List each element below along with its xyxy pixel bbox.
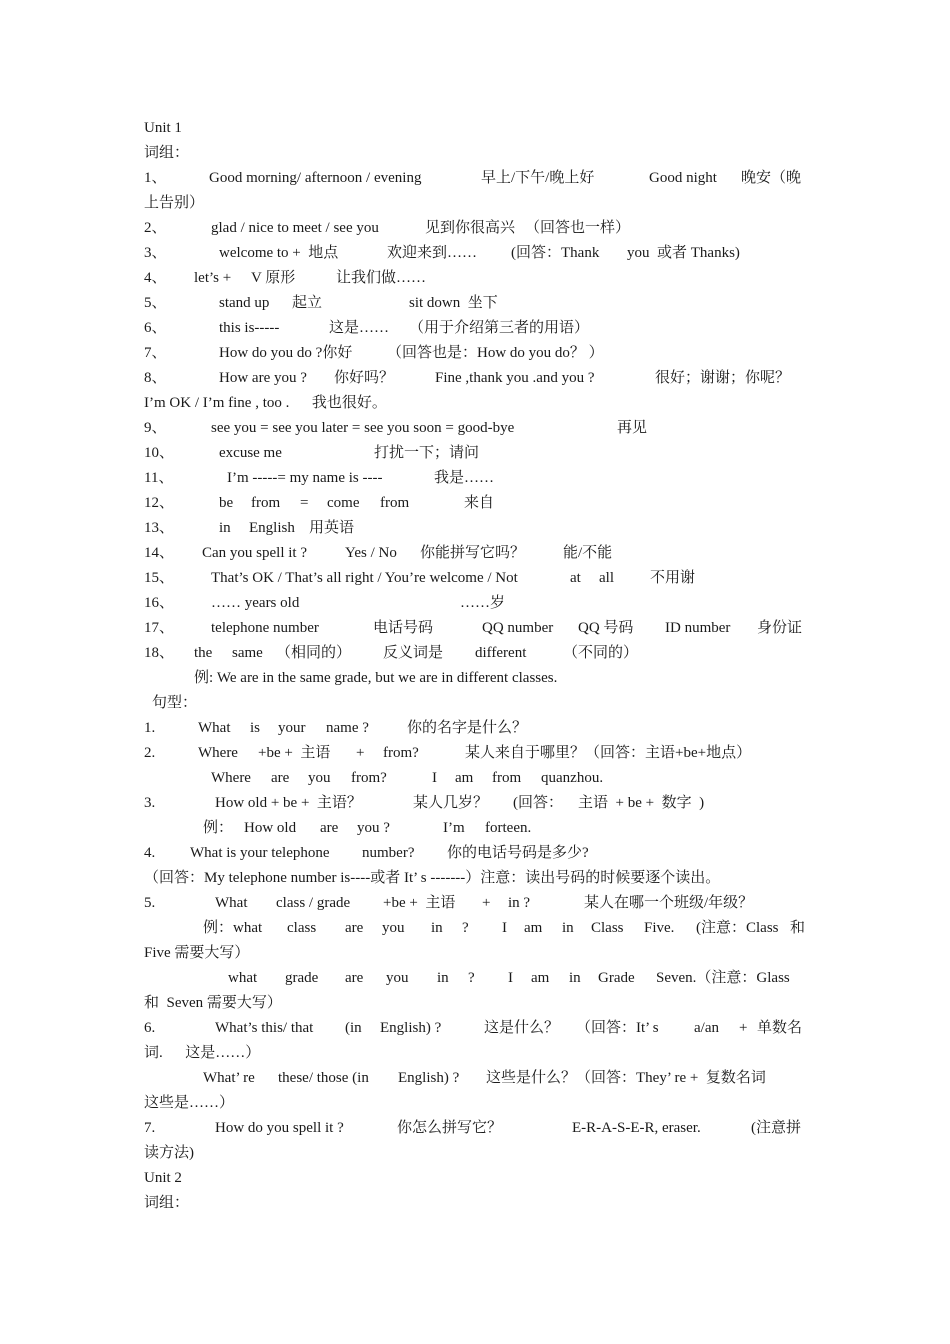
text-segment: English) ? xyxy=(380,1020,442,1036)
text-segment: 例：what xyxy=(203,920,263,936)
text-segment: How do you spell it ? xyxy=(215,1120,344,1136)
text-segment: are xyxy=(345,920,364,936)
text-segment: That’s OK / That’s all right / You’re welcome / Not xyxy=(211,570,518,586)
text-segment: 反义词是 xyxy=(383,645,444,661)
text-segment: Five. xyxy=(644,920,675,936)
text-segment: I’m xyxy=(443,820,465,836)
text-segment: (回答：Thank xyxy=(511,245,600,261)
unit1-title xyxy=(144,116,808,141)
text-segment: 和 xyxy=(790,920,806,936)
text-segment: QQ number xyxy=(482,620,554,636)
text-segment: different xyxy=(475,645,527,661)
text-segment: (in xyxy=(345,1020,362,1036)
text-segment: come xyxy=(327,495,360,511)
text-segment: am xyxy=(455,770,474,786)
phrase-item-17 xyxy=(144,616,808,641)
text-segment: from? xyxy=(383,745,419,761)
text-segment: Good morning/ afternoon / evening xyxy=(209,170,422,186)
text-segment: I’m OK / I’m fine , too . 我也很好。 xyxy=(144,395,387,411)
text-segment: ? xyxy=(468,970,475,986)
text-segment: （回答：My telephone number is----或者 It’ s -------）注意：读出号码的时候要逐个读出。 xyxy=(144,870,721,886)
text-segment: Five 需要大写） xyxy=(144,945,250,961)
text-segment: name ? xyxy=(326,720,369,736)
text-segment: 你好吗？ xyxy=(334,370,395,386)
sentence-item-3 xyxy=(144,791,808,816)
text-segment: you xyxy=(386,970,409,986)
text-segment: 这些是什么？（回答：They’ re + 复数名词 xyxy=(486,1070,766,1086)
text-segment: = xyxy=(300,495,309,511)
phrase-item-5 xyxy=(144,291,808,316)
text-segment: 和 Seven 需要大写） xyxy=(144,995,282,1011)
text-segment: 不用谢 xyxy=(650,570,696,586)
text-segment: in xyxy=(219,520,231,536)
text-segment: ID number xyxy=(665,620,731,636)
text-segment: is xyxy=(250,720,261,736)
text-segment: are xyxy=(345,970,364,986)
text-segment: 6. xyxy=(144,1020,156,1036)
text-segment: in xyxy=(562,920,574,936)
sentence-item-4-answer xyxy=(144,866,808,891)
text-segment: 起立 xyxy=(292,295,323,311)
text-segment: 晚安（晚 xyxy=(741,170,802,186)
text-segment: 早上/下午/晚上好 xyxy=(481,170,595,186)
text-segment: 读方法) xyxy=(144,1145,194,1161)
text-segment: 某人在哪一个班级/年级？ xyxy=(584,895,754,911)
text-segment: are xyxy=(320,820,339,836)
phrase-item-6 xyxy=(144,316,808,341)
text-segment: 这是…… xyxy=(329,320,390,336)
text-segment: 3、 xyxy=(144,245,167,261)
text-segment: Yes / No xyxy=(345,545,397,561)
text-segment: （用于介绍第三者的用语） xyxy=(409,320,590,336)
text-segment: 2、 xyxy=(144,220,167,236)
text-segment: 13、 xyxy=(144,520,175,536)
text-segment: Where xyxy=(198,745,238,761)
text-segment: forteen. xyxy=(485,820,532,836)
text-segment: English) ? xyxy=(398,1070,460,1086)
phrase-item-10 xyxy=(144,441,808,466)
text-segment: am xyxy=(524,920,543,936)
text-segment: Grade xyxy=(598,970,635,986)
sentence-item-5-example-2-cont xyxy=(144,991,808,1016)
text-segment: + xyxy=(482,895,491,911)
text-segment: Unit 1 xyxy=(144,120,182,136)
text-segment: grade xyxy=(285,970,319,986)
text-segment: you 或者 Thanks) xyxy=(627,245,740,261)
text-segment: class / grade xyxy=(276,895,351,911)
sentence-item-5-example-2 xyxy=(144,966,808,991)
sentence-item-5 xyxy=(144,891,808,916)
phrase-item-14 xyxy=(144,541,808,566)
text-segment: in ? xyxy=(508,895,531,911)
text-segment: （回答：It’ s xyxy=(576,1020,659,1036)
text-segment: How old + be + 主语？ xyxy=(215,795,362,811)
text-segment: this is----- xyxy=(219,320,280,336)
text-segment: Unit 2 xyxy=(144,1170,182,1186)
text-segment: 7. xyxy=(144,1120,156,1136)
sentence-item-4 xyxy=(144,841,808,866)
text-segment: 1. xyxy=(144,720,156,736)
text-segment: 单数名 xyxy=(757,1020,803,1036)
phrase-item-15 xyxy=(144,566,808,591)
text-segment: 词组： xyxy=(144,1195,190,1211)
text-segment: in xyxy=(437,970,449,986)
text-segment: （不同的） xyxy=(563,645,639,661)
text-segment: Good night xyxy=(649,170,717,186)
text-segment: 欢迎来到…… xyxy=(387,245,478,261)
text-segment: 句型： xyxy=(152,695,198,711)
text-segment: excuse me xyxy=(219,445,282,461)
text-segment: 我是…… xyxy=(434,470,495,486)
text-segment: (注意拼 xyxy=(751,1120,801,1136)
text-segment: you xyxy=(308,770,331,786)
text-segment: + xyxy=(739,1020,748,1036)
text-segment: the xyxy=(194,645,213,661)
text-segment: 某人来自于哪里？（回答：主语+be+地点） xyxy=(465,745,752,761)
text-segment: 能/不能 xyxy=(563,545,613,561)
text-segment: in xyxy=(569,970,581,986)
text-segment: +be + 主语 xyxy=(383,895,456,911)
sentence-item-1 xyxy=(144,716,808,741)
text-segment: telephone number xyxy=(211,620,319,636)
text-segment: 7、 xyxy=(144,345,167,361)
text-segment: 10、 xyxy=(144,445,175,461)
text-segment: 9、 xyxy=(144,420,167,436)
text-segment: 你的电话号码是多少? xyxy=(447,845,589,861)
text-segment: What is your telephone xyxy=(190,845,330,861)
text-segment: in xyxy=(431,920,443,936)
text-segment: same xyxy=(232,645,263,661)
text-segment: Where xyxy=(211,770,251,786)
text-segment: 15、 xyxy=(144,570,175,586)
text-segment: ? xyxy=(462,920,469,936)
text-segment: …… years old xyxy=(211,595,300,611)
text-segment: What’s this/ that xyxy=(215,1020,314,1036)
phrase-item-4 xyxy=(144,266,808,291)
sentence-item-6 xyxy=(144,1016,808,1041)
text-segment: + xyxy=(356,745,365,761)
text-segment: are xyxy=(271,770,290,786)
text-segment: 主语 + be + 数字 ) xyxy=(578,795,705,811)
text-segment: 再见 xyxy=(617,420,648,436)
text-segment: what xyxy=(228,970,258,986)
text-segment: you ? xyxy=(357,820,390,836)
phrase-item-1 xyxy=(144,166,808,191)
unit2-phrases-heading xyxy=(144,1191,808,1216)
text-segment: let’s + xyxy=(194,270,232,286)
phrase-item-18-example xyxy=(144,666,808,691)
text-segment: 5. xyxy=(144,895,156,911)
text-segment: your xyxy=(278,720,306,736)
sentence-item-6-plural xyxy=(144,1066,808,1091)
text-segment: 用英语 xyxy=(309,520,355,536)
text-segment: 17、 xyxy=(144,620,175,636)
phrase-item-11 xyxy=(144,466,808,491)
text-segment: class xyxy=(287,920,317,936)
text-segment: What xyxy=(198,720,231,736)
text-segment: How old xyxy=(244,820,297,836)
text-segment: from xyxy=(380,495,410,511)
text-segment: 电话号码 xyxy=(373,620,434,636)
sentence-item-3-example xyxy=(144,816,808,841)
text-segment: +be + 主语 xyxy=(258,745,331,761)
text-segment: Can you spell it ? xyxy=(202,545,307,561)
text-segment: 见到你很高兴 xyxy=(425,220,516,236)
phrase-item-18 xyxy=(144,641,808,666)
phrase-item-3 xyxy=(144,241,808,266)
text-segment: glad / nice to meet / see you xyxy=(211,220,379,236)
text-segment: Class xyxy=(591,920,624,936)
unit1-sentences-heading xyxy=(144,691,808,716)
text-segment: V 原形 xyxy=(251,270,296,286)
text-segment: 你能拼写它吗？ xyxy=(420,545,526,561)
text-segment: （相同的） xyxy=(276,645,352,661)
text-segment: （回答也一样） xyxy=(525,220,631,236)
text-segment: see you = see you later = see you soon = good-bye xyxy=(211,420,515,436)
sentence-item-6-plural-cont xyxy=(144,1091,808,1116)
text-segment: 14、 xyxy=(144,545,175,561)
text-segment: 身份证 xyxy=(757,620,803,636)
phrase-item-8 xyxy=(144,366,808,391)
text-segment: 18、 xyxy=(144,645,175,661)
text-segment: How are you ? xyxy=(219,370,307,386)
text-segment: these/ those (in xyxy=(278,1070,369,1086)
text-segment: from? xyxy=(351,770,387,786)
text-segment: welcome to + 地点 xyxy=(219,245,339,261)
unit1-phrases-heading xyxy=(144,141,808,166)
phrase-item-7 xyxy=(144,341,808,366)
phrase-item-1-cont xyxy=(144,191,808,216)
sentence-item-7-cont xyxy=(144,1141,808,1166)
text-segment: be xyxy=(219,495,234,511)
text-segment: 例： xyxy=(203,820,234,836)
text-segment: What xyxy=(215,895,248,911)
text-segment: 12、 xyxy=(144,495,175,511)
phrase-item-12 xyxy=(144,491,808,516)
text-segment: am xyxy=(531,970,550,986)
text-segment: I xyxy=(502,920,507,936)
text-segment: 某人几岁？ xyxy=(413,795,489,811)
text-segment: 3. xyxy=(144,795,156,811)
text-segment: I’m -----= my name is ---- xyxy=(227,470,383,486)
text-segment: 5、 xyxy=(144,295,167,311)
sentence-item-7 xyxy=(144,1116,808,1141)
text-segment: I xyxy=(432,770,437,786)
text-segment: 8、 xyxy=(144,370,167,386)
phrase-item-9 xyxy=(144,416,808,441)
text-segment: from xyxy=(492,770,522,786)
text-segment: Fine ,thank you .and you ? xyxy=(435,370,595,386)
text-segment: number? xyxy=(362,845,415,861)
text-segment: (回答： xyxy=(513,795,563,811)
text-segment: E-R-A-S-E-R, eraser. xyxy=(572,1120,701,1136)
text-segment: 词组： xyxy=(144,145,190,161)
text-segment: QQ 号码 xyxy=(578,620,634,636)
text-segment: 你的名字是什么？ xyxy=(407,720,528,736)
text-segment: （回答也是：How do you do？ ） xyxy=(387,345,604,361)
text-segment: 4. xyxy=(144,845,156,861)
text-segment: 例: We are in the same grade, but we are in different classes. xyxy=(194,670,558,686)
text-segment: 上告别） xyxy=(144,195,205,211)
phrase-item-13 xyxy=(144,516,808,541)
text-segment: all xyxy=(599,570,614,586)
text-segment: 2. xyxy=(144,745,156,761)
text-segment: (注意：Class xyxy=(696,920,779,936)
text-segment: 4、 xyxy=(144,270,167,286)
text-segment: I xyxy=(508,970,513,986)
text-segment: 你怎么拼写它？ xyxy=(397,1120,503,1136)
text-segment: 很好；谢谢；你呢？ xyxy=(655,370,791,386)
text-segment: 来自 xyxy=(464,495,495,511)
text-segment: 6、 xyxy=(144,320,167,336)
sentence-item-5-example-1-cont xyxy=(144,941,808,966)
text-segment: quanzhou. xyxy=(541,770,604,786)
unit2-title xyxy=(144,1166,808,1191)
text-segment: What’ re xyxy=(203,1070,255,1086)
text-segment: 这是什么？ xyxy=(484,1020,560,1036)
text-segment: stand up xyxy=(219,295,270,311)
sentence-item-6-cont xyxy=(144,1041,808,1066)
text-segment: 这些是……） xyxy=(144,1095,235,1111)
text-segment: you xyxy=(382,920,405,936)
sentence-item-5-example-1 xyxy=(144,916,808,941)
text-segment: Seven.（注意：Glass xyxy=(656,970,790,986)
text-segment: 词. 这是……） xyxy=(144,1045,261,1061)
text-segment: How do you do ?你好 xyxy=(219,345,353,361)
text-segment: at xyxy=(570,570,581,586)
phrase-item-8-cont xyxy=(144,391,808,416)
text-segment: a/an xyxy=(694,1020,719,1036)
text-segment: English xyxy=(249,520,295,536)
text-segment: 16、 xyxy=(144,595,175,611)
text-segment: sit down 坐下 xyxy=(409,295,498,311)
phrase-item-16 xyxy=(144,591,808,616)
text-segment: 打扰一下；请问 xyxy=(374,445,480,461)
text-segment: from xyxy=(251,495,281,511)
text-segment: 11、 xyxy=(144,470,174,486)
sentence-item-2-example xyxy=(144,766,808,791)
sentence-item-2 xyxy=(144,741,808,766)
text-segment: 让我们做…… xyxy=(336,270,427,286)
text-segment: ……岁 xyxy=(460,595,506,611)
phrase-item-2 xyxy=(144,216,808,241)
text-segment: 1、 xyxy=(144,170,167,186)
